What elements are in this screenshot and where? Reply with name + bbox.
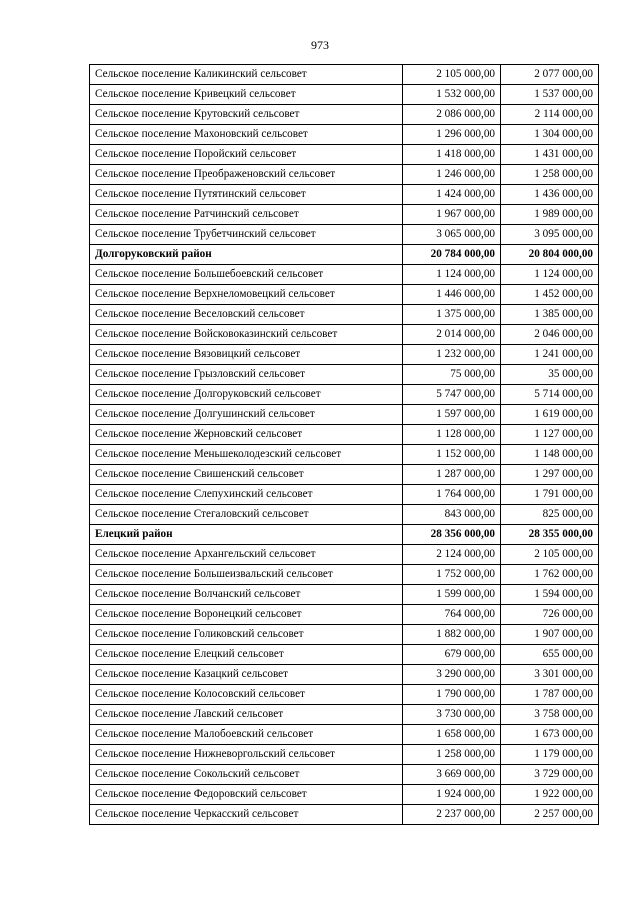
amount-year-1-cell: 2 237 000,00: [403, 805, 501, 825]
settlement-name-cell: Сельское поселение Крутовский сельсовет: [90, 105, 403, 125]
amount-year-1-cell: 5 747 000,00: [403, 385, 501, 405]
amount-year-1-cell: 1 532 000,00: [403, 85, 501, 105]
amount-year-2-cell: 2 257 000,00: [501, 805, 599, 825]
table-row: [90, 165, 599, 185]
amount-year-1-cell: 20 784 000,00: [403, 245, 501, 265]
settlement-name-cell: Сельское поселение Грызловский сельсовет: [90, 365, 403, 385]
amount-year-1-cell: 679 000,00: [403, 645, 501, 665]
amount-year-1-cell: 3 730 000,00: [403, 705, 501, 725]
settlement-name-cell: Сельское поселение Стегаловский сельсовет: [90, 505, 403, 525]
amount-year-1-cell: 2 014 000,00: [403, 325, 501, 345]
settlement-name-cell: Сельское поселение Лавский сельсовет: [90, 705, 403, 725]
table-row: [90, 225, 599, 245]
settlement-name-cell: Сельское поселение Ратчинский сельсовет: [90, 205, 403, 225]
amount-year-1-cell: 1 287 000,00: [403, 465, 501, 485]
settlement-name-cell: Сельское поселение Преображеновский сельсовет: [90, 165, 403, 185]
table-row: [90, 365, 599, 385]
amount-year-2-cell: 2 077 000,00: [501, 65, 599, 85]
table-row: [90, 205, 599, 225]
table-row: [90, 565, 599, 585]
amount-year-1-cell: 1 128 000,00: [403, 425, 501, 445]
table-row: [90, 105, 599, 125]
settlement-name-cell: Елецкий район: [90, 525, 403, 545]
table-row: [90, 405, 599, 425]
amount-year-1-cell: 2 124 000,00: [403, 545, 501, 565]
amount-year-2-cell: 20 804 000,00: [501, 245, 599, 265]
amount-year-2-cell: 1 787 000,00: [501, 685, 599, 705]
district-total-row: [90, 245, 599, 265]
table-row: [90, 85, 599, 105]
amount-year-1-cell: 1 764 000,00: [403, 485, 501, 505]
table-row: [90, 185, 599, 205]
amount-year-1-cell: 1 790 000,00: [403, 685, 501, 705]
amount-year-2-cell: 1 907 000,00: [501, 625, 599, 645]
settlement-name-cell: Сельское поселение Колосовский сельсовет: [90, 685, 403, 705]
budget-table: [89, 64, 599, 825]
table-row: [90, 625, 599, 645]
settlement-name-cell: Сельское поселение Трубетчинский сельсовет: [90, 225, 403, 245]
amount-year-1-cell: 1 599 000,00: [403, 585, 501, 605]
amount-year-2-cell: 1 304 000,00: [501, 125, 599, 145]
amount-year-2-cell: 35 000,00: [501, 365, 599, 385]
settlement-name-cell: Сельское поселение Каликинский сельсовет: [90, 65, 403, 85]
amount-year-1-cell: 1 152 000,00: [403, 445, 501, 465]
amount-year-2-cell: 3 301 000,00: [501, 665, 599, 685]
amount-year-2-cell: 2 105 000,00: [501, 545, 599, 565]
amount-year-2-cell: 1 537 000,00: [501, 85, 599, 105]
settlement-name-cell: Сельское поселение Голиковский сельсовет: [90, 625, 403, 645]
amount-year-2-cell: 1 619 000,00: [501, 405, 599, 425]
amount-year-2-cell: 1 436 000,00: [501, 185, 599, 205]
settlement-name-cell: Сельское поселение Воронецкий сельсовет: [90, 605, 403, 625]
table-row: [90, 545, 599, 565]
amount-year-1-cell: 1 924 000,00: [403, 785, 501, 805]
table-row: [90, 685, 599, 705]
table-row: [90, 305, 599, 325]
settlement-name-cell: Сельское поселение Нижневоргольский сельсовет: [90, 745, 403, 765]
amount-year-1-cell: 1 752 000,00: [403, 565, 501, 585]
district-total-row: [90, 525, 599, 545]
settlement-name-cell: Сельское поселение Меньшеколодезский сельсовет: [90, 445, 403, 465]
settlement-name-cell: Сельское поселение Поройский сельсовет: [90, 145, 403, 165]
amount-year-2-cell: 1 385 000,00: [501, 305, 599, 325]
budget-table-body: [90, 65, 599, 825]
table-row: [90, 345, 599, 365]
settlement-name-cell: Сельское поселение Черкасский сельсовет: [90, 805, 403, 825]
settlement-name-cell: Сельское поселение Путятинский сельсовет: [90, 185, 403, 205]
settlement-name-cell: Сельское поселение Сокольский сельсовет: [90, 765, 403, 785]
table-row: [90, 805, 599, 825]
amount-year-2-cell: 1 452 000,00: [501, 285, 599, 305]
table-row: [90, 645, 599, 665]
amount-year-1-cell: 2 105 000,00: [403, 65, 501, 85]
amount-year-2-cell: 1 124 000,00: [501, 265, 599, 285]
amount-year-2-cell: 3 095 000,00: [501, 225, 599, 245]
amount-year-2-cell: 1 241 000,00: [501, 345, 599, 365]
table-row: [90, 125, 599, 145]
amount-year-1-cell: 1 658 000,00: [403, 725, 501, 745]
settlement-name-cell: Сельское поселение Слепухинский сельсовет: [90, 485, 403, 505]
table-row: [90, 65, 599, 85]
amount-year-1-cell: 1 446 000,00: [403, 285, 501, 305]
settlement-name-cell: Сельское поселение Долгоруковский сельсовет: [90, 385, 403, 405]
table-row: [90, 285, 599, 305]
settlement-name-cell: Сельское поселение Большебоевский сельсовет: [90, 265, 403, 285]
table-row: [90, 785, 599, 805]
amount-year-2-cell: 1 989 000,00: [501, 205, 599, 225]
amount-year-2-cell: 1 673 000,00: [501, 725, 599, 745]
table-row: [90, 765, 599, 785]
amount-year-2-cell: 2 114 000,00: [501, 105, 599, 125]
amount-year-2-cell: 1 762 000,00: [501, 565, 599, 585]
settlement-name-cell: Сельское поселение Жерновский сельсовет: [90, 425, 403, 445]
amount-year-1-cell: 1 232 000,00: [403, 345, 501, 365]
amount-year-1-cell: 1 246 000,00: [403, 165, 501, 185]
settlement-name-cell: Долгоруковский район: [90, 245, 403, 265]
settlement-name-cell: Сельское поселение Елецкий сельсовет: [90, 645, 403, 665]
settlement-name-cell: Сельское поселение Махоновский сельсовет: [90, 125, 403, 145]
settlement-name-cell: Сельское поселение Малобоевский сельсовет: [90, 725, 403, 745]
amount-year-1-cell: 3 290 000,00: [403, 665, 501, 685]
amount-year-1-cell: 3 065 000,00: [403, 225, 501, 245]
amount-year-1-cell: 1 424 000,00: [403, 185, 501, 205]
amount-year-1-cell: 1 597 000,00: [403, 405, 501, 425]
amount-year-2-cell: 1 127 000,00: [501, 425, 599, 445]
amount-year-1-cell: 1 258 000,00: [403, 745, 501, 765]
amount-year-2-cell: 5 714 000,00: [501, 385, 599, 405]
amount-year-1-cell: 1 967 000,00: [403, 205, 501, 225]
amount-year-1-cell: 764 000,00: [403, 605, 501, 625]
amount-year-1-cell: 1 296 000,00: [403, 125, 501, 145]
amount-year-1-cell: 28 356 000,00: [403, 525, 501, 545]
table-row: [90, 705, 599, 725]
table-row: [90, 745, 599, 765]
table-row: [90, 665, 599, 685]
table-row: [90, 145, 599, 165]
amount-year-2-cell: 1 297 000,00: [501, 465, 599, 485]
table-row: [90, 585, 599, 605]
table-row: [90, 605, 599, 625]
amount-year-1-cell: 1 124 000,00: [403, 265, 501, 285]
amount-year-2-cell: 726 000,00: [501, 605, 599, 625]
amount-year-1-cell: 2 086 000,00: [403, 105, 501, 125]
settlement-name-cell: Сельское поселение Большеизвальский сельсовет: [90, 565, 403, 585]
table-row: [90, 505, 599, 525]
table-row: [90, 485, 599, 505]
settlement-name-cell: Сельское поселение Волчанский сельсовет: [90, 585, 403, 605]
amount-year-2-cell: 3 729 000,00: [501, 765, 599, 785]
amount-year-1-cell: 1 418 000,00: [403, 145, 501, 165]
amount-year-2-cell: 1 179 000,00: [501, 745, 599, 765]
amount-year-1-cell: 1 375 000,00: [403, 305, 501, 325]
amount-year-2-cell: 825 000,00: [501, 505, 599, 525]
table-row: [90, 725, 599, 745]
amount-year-2-cell: 1 791 000,00: [501, 485, 599, 505]
amount-year-2-cell: 1 258 000,00: [501, 165, 599, 185]
amount-year-2-cell: 1 148 000,00: [501, 445, 599, 465]
amount-year-1-cell: 3 669 000,00: [403, 765, 501, 785]
amount-year-2-cell: 655 000,00: [501, 645, 599, 665]
settlement-name-cell: Сельское поселение Кривецкий сельсовет: [90, 85, 403, 105]
page-number: 973: [311, 38, 329, 52]
table-row: [90, 265, 599, 285]
settlement-name-cell: Сельское поселение Войсковоказинский сельсовет: [90, 325, 403, 345]
settlement-name-cell: Сельское поселение Казацкий сельсовет: [90, 665, 403, 685]
settlement-name-cell: Сельское поселение Федоровский сельсовет: [90, 785, 403, 805]
table-row: [90, 325, 599, 345]
amount-year-2-cell: 1 431 000,00: [501, 145, 599, 165]
settlement-name-cell: Сельское поселение Архангельский сельсовет: [90, 545, 403, 565]
table-row: [90, 425, 599, 445]
amount-year-1-cell: 843 000,00: [403, 505, 501, 525]
settlement-name-cell: Сельское поселение Свишенский сельсовет: [90, 465, 403, 485]
amount-year-2-cell: 2 046 000,00: [501, 325, 599, 345]
table-row: [90, 445, 599, 465]
settlement-name-cell: Сельское поселение Долгушинский сельсовет: [90, 405, 403, 425]
amount-year-1-cell: 1 882 000,00: [403, 625, 501, 645]
settlement-name-cell: Сельское поселение Верхнеломовецкий сельсовет: [90, 285, 403, 305]
table-row: [90, 385, 599, 405]
amount-year-2-cell: 1 594 000,00: [501, 585, 599, 605]
amount-year-2-cell: 28 355 000,00: [501, 525, 599, 545]
settlement-name-cell: Сельское поселение Вязовицкий сельсовет: [90, 345, 403, 365]
table-row: [90, 465, 599, 485]
amount-year-1-cell: 75 000,00: [403, 365, 501, 385]
amount-year-2-cell: 3 758 000,00: [501, 705, 599, 725]
settlement-name-cell: Сельское поселение Веселовский сельсовет: [90, 305, 403, 325]
amount-year-2-cell: 1 922 000,00: [501, 785, 599, 805]
